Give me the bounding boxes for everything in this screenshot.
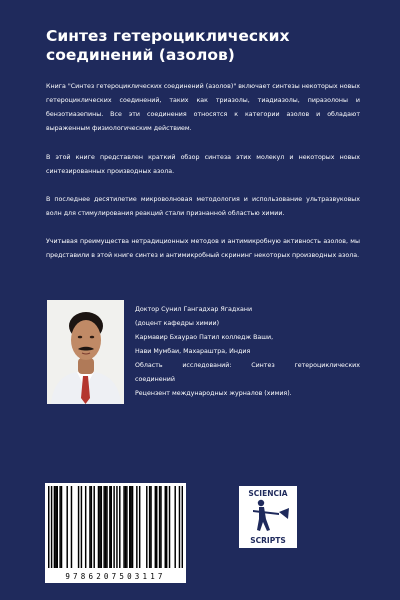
barcode-bar (174, 486, 175, 568)
barcode-bar (179, 486, 180, 568)
barcode-bar (55, 486, 56, 568)
barcode-bar (103, 486, 104, 568)
barcode-bars (48, 486, 183, 568)
author-photo (47, 300, 124, 404)
barcode-bar (132, 486, 133, 568)
barcode-bar (119, 486, 120, 568)
author-info (135, 303, 360, 401)
barcode-bar (156, 486, 157, 568)
barcode-bar (116, 486, 117, 568)
barcode-bar (93, 486, 94, 568)
sciencia-scripts-logo (239, 486, 297, 548)
barcode-bar (71, 486, 72, 568)
barcode-bar (129, 486, 130, 568)
isbn-barcode (45, 483, 186, 583)
logo-top-text: SCIENCIA (248, 489, 288, 498)
description-paragraph-2: В этой книге представлен краткий обзор синтеза этих молекул и некоторых новых синтезированных производных азола. (46, 154, 360, 175)
barcode-bar (166, 486, 167, 568)
logo-bottom-text: SCRIPTS (250, 536, 286, 545)
barcode-bar (81, 486, 82, 568)
author-college: Кармавир Бхаурао Патил колледж Ваши, (135, 334, 274, 341)
description-paragraph-4: Учитывая преимущества нетрадиционных методов и антимикробную активность азолов, мы представили в этой книге синтез и антимикробный скрининг некоторых производных азола. (46, 238, 360, 259)
author-location: Нави Мумбаи, Махараштра, Индия (135, 348, 251, 355)
barcode-bar (160, 486, 161, 568)
barcode-bar (57, 486, 58, 568)
barcode-bar (155, 486, 156, 568)
author-research-field: Область исследований: Синтез гетероциклических (135, 362, 360, 369)
barcode-bar (150, 486, 151, 568)
barcode-bar (85, 486, 86, 568)
barcode-bar (61, 486, 62, 568)
description-paragraph-1: Книга "Синтез гетероциклических соединений (азолов)" включает синтезы некоторых новых гетероциклических соединений, таких как триазолы, тиадиазолы, пиразолоны и бензотиазепины. Все эти соединения относятся к категории азолов и обладают выраженным физиологическим действием. (46, 83, 360, 132)
barcode-bar (91, 486, 92, 568)
barcode-bar (48, 486, 49, 568)
barcode-bar (182, 486, 183, 568)
barcode-bar (78, 486, 79, 568)
barcode-bar (101, 486, 102, 568)
author-name: Доктор Сунил Гангадхар Ягадхани (135, 306, 253, 313)
barcode-bar (113, 486, 114, 568)
barcode-bar (105, 486, 106, 568)
barcode-bar (123, 486, 124, 568)
barcode-bar (165, 486, 166, 568)
barcode-bar (146, 486, 147, 568)
barcode-bar (89, 486, 90, 568)
barcode-bar (169, 486, 170, 568)
barcode-bar (109, 486, 110, 568)
author-position: (доцент кафедры химии) (135, 320, 220, 327)
book-title: Синтез гетероциклических соединений (азолов) (46, 27, 290, 64)
barcode-bar (54, 486, 55, 568)
barcode-bar (99, 486, 100, 568)
barcode-bar (130, 486, 131, 568)
barcode-bar (98, 486, 99, 568)
barcode-bar (126, 486, 127, 568)
description-paragraph-3: В последнее десятилетие микроволновая методология и использование ультразвуковых волн для стимулирования реакций стали признанной областью химии. (46, 196, 360, 217)
barcode-bar (106, 486, 107, 568)
barcode-bar (136, 486, 137, 568)
barcode-bar (51, 486, 52, 568)
barcode-bar (111, 486, 112, 568)
barcode-bar (139, 486, 140, 568)
author-research-field-cont: соединений (135, 376, 175, 383)
barcode-bar (159, 486, 160, 568)
author-reviewer: Рецензент международных журналов (химия). (135, 390, 292, 397)
barcode-bar (59, 486, 60, 568)
barcode-bar (125, 486, 126, 568)
isbn-number: 9786207503117 (65, 572, 166, 581)
barcode-bar (149, 486, 150, 568)
barcode-bar (66, 486, 67, 568)
